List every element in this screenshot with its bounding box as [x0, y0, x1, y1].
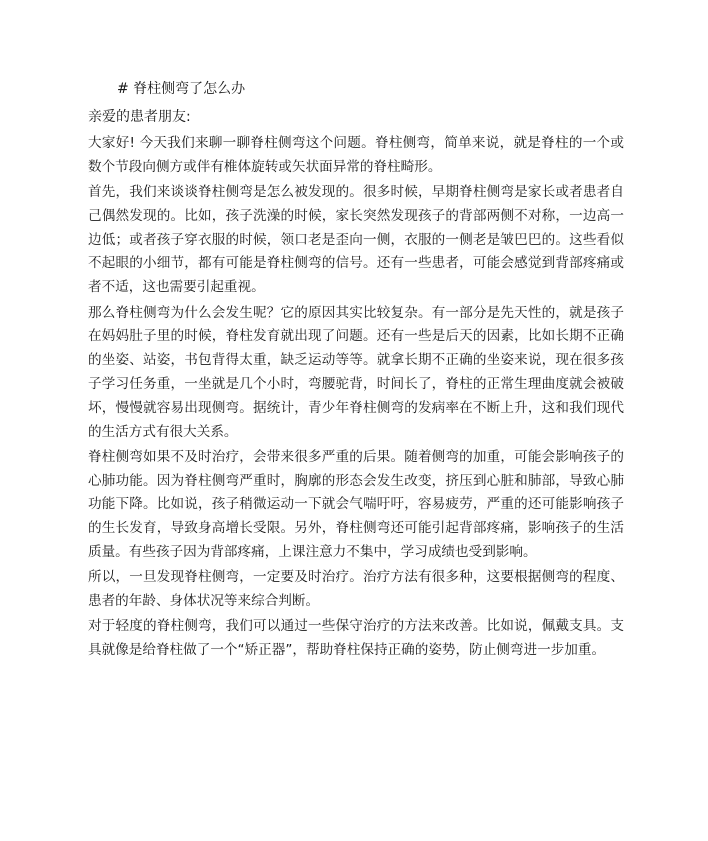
document-body — [88, 132, 624, 665]
paragraph-greeting: 大家好! 今天我们来聊一聊脊柱侧弯这个问题。脊柱侧弯，简单来说，就是脊柱的一个或数个节段向侧方或伴有椎体旋转或矢状面异常的脊柱畸形。 — [88, 135, 624, 175]
document-title: # 脊柱侧弯了怎么办 — [117, 81, 246, 97]
paragraph-brace-treatment: 对于轻度的脊柱侧弯，我们可以通过一些保守治疗的方法来改善。比如说，佩戴支具。支具就像是给脊柱做了一个“矫正器”，帮助脊柱保持正确的姿势，防止侧弯进一步加重。 — [88, 618, 624, 659]
paragraph-discovery: 首先，我们来谈谈脊柱侧弯是怎么被发现的。很多时候，早期脊柱侧弯是家长或者患者自己偶然发现的。比如，孩子洗澡的时候，家长突然发现孩子的背部两侧不对称，一边高一边低；或者孩子穿衣服的时候，领口老是歪向一侧，衣服的一侧老是皱巴巴的。这些看似不起眼的小细节，都有可能是脊柱侧弯的信号。还有一些患者，可能会感觉到背部疼痛或者不适，这也需要引起重视。 — [88, 184, 624, 296]
salutation: 亲爱的患者朋友: — [88, 109, 191, 125]
paragraph-treatment-intro: 所以，一旦发现脊柱侧弯，一定要及时治疗。治疗方法有很多种，这要根据侧弯的程度、患者的年龄、身体状况等来综合判断。 — [88, 569, 624, 610]
paragraph-causes: 那么脊柱侧弯为什么会发生呢？它的原因其实比较复杂。有一部分是先天性的，就是孩子在妈妈肚子里的时候，脊柱发育就出现了问题。还有一些是后天的因素，比如长期不正确的坐姿、站姿，书包背得太重，缺乏运动等等。就拿长期不正确的坐姿来说，现在很多孩子学习任务重，一坐就是几个小时，弯腰驼背，时间长了，脊柱的正常生理曲度就会被破坏，慢慢就容易出现侧弯。据统计，青少年脊柱侧弯的发病率在不断上升，这和我们现代的生活方式有很大关系。 — [88, 304, 624, 440]
paragraph-consequences: 脊柱侧弯如果不及时治疗，会带来很多严重的后果。随着侧弯的加重，可能会影响孩子的心肺功能。因为脊柱侧弯严重时，胸廓的形态会发生改变，挤压到心脏和肺部，导致心肺功能下降。比如说，孩子稍微运动一下就会气喘吁吁，容易疲劳，严重的还可能影响孩子的生长发育，导致身高增长受限。另外，脊柱侧弯还可能引起背部疼痛，影响孩子的生活质量。有些孩子因为背部疼痛，上课注意力不集中，学习成绩也受到影响。 — [88, 448, 624, 561]
